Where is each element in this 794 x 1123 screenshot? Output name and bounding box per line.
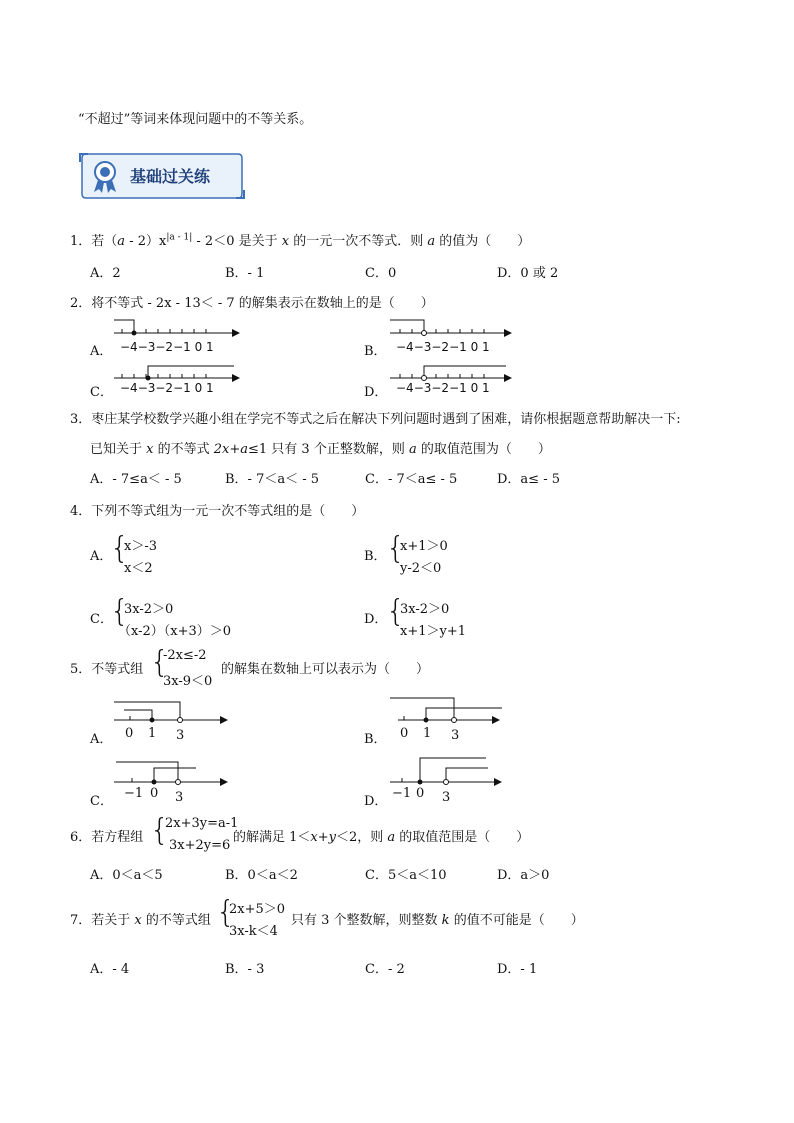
question-5-suffix: 的解集在数轴上可以表示为（ ） bbox=[221, 662, 430, 677]
q5-c-tick-0: 0 bbox=[150, 786, 159, 801]
q5-option-a[interactable]: A． bbox=[90, 732, 113, 747]
q3-option-a[interactable]: A．- 7≤a＜ - 5 bbox=[90, 472, 182, 487]
section-badge bbox=[78, 152, 246, 200]
question-3-line-1: 3．枣庄某学校数学兴趣小组在学完不等式之后在解决下列问题时遇到了困难，请你根据题意帮助解决一下: bbox=[70, 412, 681, 427]
q5-c-tick-neg1: −1 bbox=[124, 786, 144, 801]
q2-option-c[interactable]: C． bbox=[90, 385, 113, 400]
q2-ticks-d: −4−3−2−1 0 1 bbox=[396, 381, 490, 395]
q6-option-d[interactable]: D．a＞0 bbox=[497, 868, 550, 883]
q4-option-a[interactable]: A． bbox=[90, 549, 113, 564]
question-6-prefix: 6．若方程组 bbox=[70, 830, 144, 845]
question-5-prefix: 5．不等式组 bbox=[70, 662, 144, 677]
q3-option-d[interactable]: D．a≤ - 5 bbox=[497, 472, 560, 487]
q5-number-line-b bbox=[388, 694, 508, 728]
q2-option-d[interactable]: D． bbox=[364, 385, 388, 400]
question-3-line-2: 已知关于 x 的不等式 2x+a≤1 只有 3 个正整数解，则 a 的取值范围为（ ） bbox=[90, 442, 551, 457]
q5-a-tick-0: 0 bbox=[125, 726, 134, 741]
q6-option-c[interactable]: C．5＜a＜10 bbox=[365, 868, 447, 883]
q4-d-brace: { bbox=[386, 594, 406, 629]
q5-line-1: -2x≤-2 bbox=[163, 648, 207, 663]
q7-option-c[interactable]: C．- 2 bbox=[365, 962, 405, 977]
q1-option-a[interactable]: A．2 bbox=[90, 266, 121, 281]
q2-ticks-b: −4−3−2−1 0 1 bbox=[396, 340, 490, 354]
question-2: 2．将不等式 - 2x - 13＜ - 7 的解集表示在数轴上的是（ ） bbox=[70, 296, 434, 311]
q5-number-line-d bbox=[388, 752, 513, 788]
q4-option-d[interactable]: D． bbox=[364, 612, 388, 627]
q7-line-1: 2x+5＞0 bbox=[229, 902, 286, 917]
q5-line-2: 3x-9＜0 bbox=[163, 674, 213, 689]
q6-line-1: 2x+3y=a-1 bbox=[165, 816, 239, 831]
q6-option-a[interactable]: A．0＜a＜5 bbox=[90, 868, 163, 883]
q4-a-brace: { bbox=[110, 531, 130, 566]
question-4: 4．下列不等式组为一元一次不等式组的是（ ） bbox=[70, 504, 365, 519]
q5-d-tick-0: 0 bbox=[416, 786, 425, 801]
q7-option-a[interactable]: A．- 4 bbox=[90, 962, 130, 977]
q2-ticks-c: −4−3−2−1 0 1 bbox=[120, 381, 214, 395]
question-6-suffix: 的解满足 1＜x+y＜2，则 a 的取值范围是（ ） bbox=[233, 830, 530, 845]
q6-line-2: 3x+2y=6 bbox=[169, 838, 231, 853]
intro-text: “不超过”等词来体现问题中的不等关系。 bbox=[78, 112, 313, 127]
q1-option-b[interactable]: B．- 1 bbox=[225, 266, 265, 281]
q5-d-tick-3: 3 bbox=[442, 790, 451, 805]
q4-c-line-1: 3x-2＞0 bbox=[124, 602, 174, 617]
q7-option-d[interactable]: D．- 1 bbox=[497, 962, 538, 977]
q4-b-brace: { bbox=[386, 531, 406, 566]
q5-b-tick-1: 1 bbox=[423, 726, 432, 741]
q4-a-line-1: x＞-3 bbox=[124, 539, 157, 554]
q4-b-line-1: x+1＞0 bbox=[400, 539, 448, 554]
q4-option-c[interactable]: C． bbox=[90, 612, 113, 627]
q5-a-tick-1: 1 bbox=[148, 726, 157, 741]
q6-option-b[interactable]: B．0＜a＜2 bbox=[225, 868, 298, 883]
q3-option-b[interactable]: B．- 7＜a＜ - 5 bbox=[225, 472, 320, 487]
q7-option-b[interactable]: B．- 3 bbox=[225, 962, 265, 977]
q3-option-c[interactable]: C．- 7＜a≤ - 5 bbox=[365, 472, 458, 487]
q5-a-tick-3: 3 bbox=[176, 728, 185, 743]
q4-a-line-2: x＜2 bbox=[124, 561, 153, 576]
q5-d-tick-neg1: −1 bbox=[392, 786, 412, 801]
q5-option-b[interactable]: B． bbox=[364, 732, 387, 747]
q2-option-b[interactable]: B． bbox=[364, 344, 387, 359]
q1-option-c[interactable]: C．0 bbox=[365, 266, 397, 281]
section-title: 基础过关练 bbox=[130, 167, 211, 186]
q5-b-tick-0: 0 bbox=[400, 726, 409, 741]
q4-c-brace: { bbox=[110, 594, 130, 629]
q7-brace: { bbox=[216, 895, 236, 930]
q5-c-tick-3: 3 bbox=[175, 790, 184, 805]
q4-d-line-1: 3x-2＞0 bbox=[400, 602, 450, 617]
q5-b-tick-3: 3 bbox=[451, 728, 460, 743]
q4-d-line-2: x+1＞y+1 bbox=[400, 624, 467, 639]
q5-number-line-a bbox=[112, 698, 237, 728]
q4-c-line-2: （x-2）（x+3）＞0 bbox=[118, 624, 232, 639]
q6-brace: { bbox=[150, 813, 170, 848]
q2-ticks-a: −4−3−2−1 0 1 bbox=[120, 340, 214, 354]
q5-number-line-c bbox=[112, 758, 237, 788]
q5-brace: { bbox=[150, 645, 170, 680]
question-7-prefix: 7．若关于 x 的不等式组 bbox=[70, 913, 211, 928]
q2-option-a[interactable]: A． bbox=[90, 344, 113, 359]
q4-b-line-2: y-2＜0 bbox=[400, 561, 442, 576]
question-1: 1．若$(a - 2)x^{|a - 1|} - 2<0$ 是关于 x 的一元一次不等式．则 a 的值为（ ） bbox=[70, 232, 531, 249]
q5-option-d[interactable]: D． bbox=[364, 794, 388, 809]
q4-option-b[interactable]: B． bbox=[364, 549, 387, 564]
q1-option-d[interactable]: D．0 或 2 bbox=[497, 266, 559, 281]
q5-option-c[interactable]: C． bbox=[90, 794, 113, 809]
question-7-suffix: 只有 3 个整数解，则整数 k 的值不可能是（ ） bbox=[291, 913, 584, 928]
q7-line-2: 3x-k＜4 bbox=[229, 924, 278, 939]
